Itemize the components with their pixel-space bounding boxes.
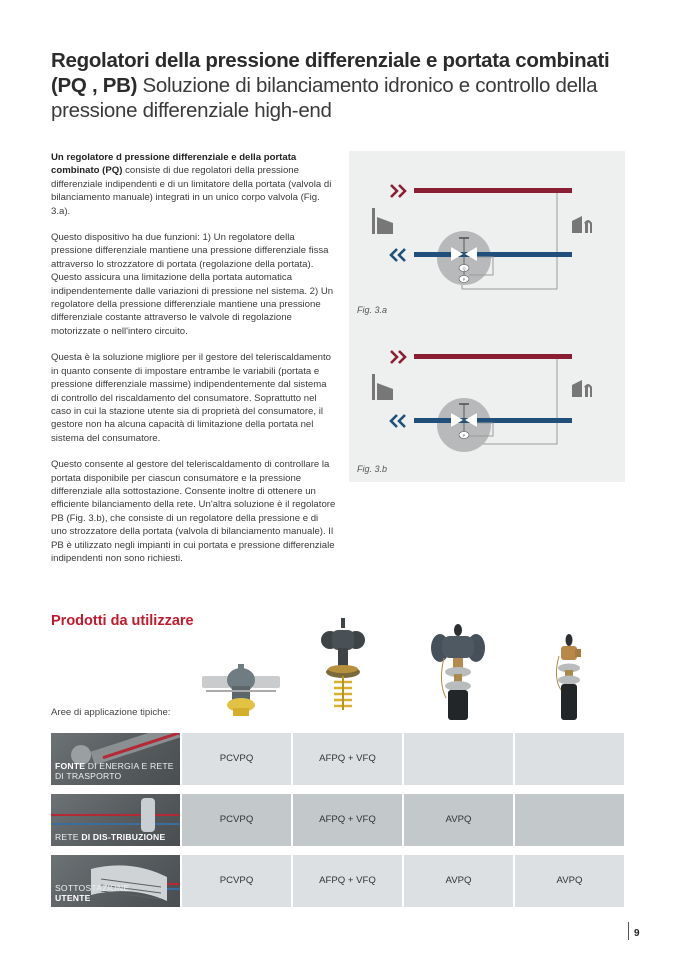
table-cell bbox=[515, 794, 624, 846]
figure-3b bbox=[349, 322, 625, 482]
svg-text:P: P bbox=[462, 433, 466, 438]
table-cell bbox=[515, 733, 624, 785]
return-pipe bbox=[414, 418, 572, 423]
plant-icon bbox=[372, 208, 393, 234]
table-cell bbox=[404, 733, 513, 785]
table-row bbox=[51, 794, 626, 846]
paragraph-2: Questo dispositivo ha due funzioni: 1) Un regolatore della pressione differenziale mantiene una pressione differenziale fissa attraverso lo strozzatore di portata (regolazione della portata). Questo assicura una limitazione della portata automatica indipendentemente dalle variazioni di pressione nel sistema. 2) Un regolatore della pressione differenziale mantiene una pressione differenziale costante attraverso le valvole di regolazione motorizzate o nell'intero circuito. bbox=[51, 232, 334, 337]
svg-text:Q: Q bbox=[462, 266, 466, 271]
area-energy-source bbox=[51, 733, 180, 785]
paragraph-1-lead: Un regolatore d pressione differenziale e della portata combinato (PQ) bbox=[51, 152, 297, 177]
pb-diagram bbox=[349, 322, 625, 482]
paragraph-3: Questa è la soluzione migliore per il gestore del teleriscaldamento in quanto consente di impostare entrambe le variabili (portata e pressione differenziale massime) indipendentemente dal sistema di controllo del riscaldamento del consumatore. Soprattutto nel caso in cui la stazione utente sia di proprietà del consumatore, il gestore non ha alcuna capacità di limitazione della portata nel sistema del consumatore. bbox=[51, 352, 331, 444]
building-icon bbox=[572, 380, 592, 397]
building-icon bbox=[572, 216, 592, 233]
paragraph-1-rest: consiste di due regolatori della pressione differenziale indipendenti e di un limitatore della portata (valvola di bilanciamento manuale) integrati in un unico corpo valvola (Fig. 3.a). bbox=[51, 165, 332, 217]
figure-3a bbox=[349, 151, 625, 322]
avpq-threaded-valve-icon bbox=[551, 634, 587, 722]
area-distribution-network bbox=[51, 794, 180, 846]
page-number-separator bbox=[628, 922, 629, 940]
paragraph-4: Questo consente al gestore del teleriscaldamento di controllare la portata disponibile per ciascun consumatore e la pressione differenziale alla sottostazione. Consente inoltre di ottenere un efficiente bilanciamento della rete. Un'altra soluzione è il regolatore PB (Fig. 3.b), che consiste di un regolatore della pressione e di uno strozzatore della portata (valvola di bilanciamento manuale). Il PB è utilizzato negli impianti in cui portata e pressione differenziale indipendenti non sono richiesti. bbox=[51, 459, 336, 564]
table-cell: PCVPQ bbox=[182, 855, 291, 907]
products-heading: Prodotti da utilizzare bbox=[51, 613, 194, 629]
supply-arrow-icon bbox=[391, 351, 405, 363]
table-row bbox=[51, 855, 626, 907]
plant-icon bbox=[372, 374, 393, 400]
table-cell: AFPQ + VFQ bbox=[293, 733, 402, 785]
table-cell: AFPQ + VFQ bbox=[293, 794, 402, 846]
area-label: RETE DI DIS-TRIBUZIONE bbox=[55, 831, 166, 842]
body-text bbox=[51, 151, 336, 578]
return-pipe bbox=[414, 252, 572, 257]
area-label: SOTTOSTAZIONE UTENTE bbox=[55, 883, 130, 903]
table-cell: AVPQ bbox=[404, 794, 513, 846]
table-cell: AVPQ bbox=[404, 855, 513, 907]
title-bold: Regolatori della pressione differenziale e portata combinati (PQ , PB) bbox=[51, 49, 610, 97]
table-cell: AFPQ + VFQ bbox=[293, 855, 402, 907]
page-number: 9 bbox=[634, 928, 640, 939]
supply-pipe bbox=[414, 188, 572, 193]
figure-caption: Fig. 3.b bbox=[357, 464, 388, 474]
supply-pipe bbox=[414, 354, 572, 359]
paragraph-1 bbox=[51, 151, 336, 218]
table-cell: PCVPQ bbox=[182, 733, 291, 785]
avpq-flanged-valve-icon bbox=[430, 622, 486, 722]
area-label: FONTE DI ENERGIA E RETE DI TRASPORTO bbox=[55, 761, 174, 781]
afpq-valve-icon bbox=[320, 618, 366, 718]
area-user-substation bbox=[51, 855, 180, 907]
application-areas-label: Aree di applicazione tipiche: bbox=[51, 707, 171, 718]
return-arrow-icon bbox=[391, 249, 405, 261]
svg-text:P: P bbox=[462, 277, 466, 282]
gas-regulator-icon bbox=[200, 660, 282, 718]
pq-diagram bbox=[349, 151, 625, 322]
table-cell: PCVPQ bbox=[182, 794, 291, 846]
figure-caption: Fig. 3.a bbox=[357, 305, 388, 315]
table-cell: AVPQ bbox=[515, 855, 624, 907]
supply-arrow-icon bbox=[391, 185, 405, 197]
page-title bbox=[51, 48, 641, 123]
table-row bbox=[51, 733, 626, 785]
return-arrow-icon bbox=[391, 415, 405, 427]
title-subtitle: Soluzione di bilanciamento idronico e controllo della pressione differenziale high-end bbox=[51, 74, 598, 122]
